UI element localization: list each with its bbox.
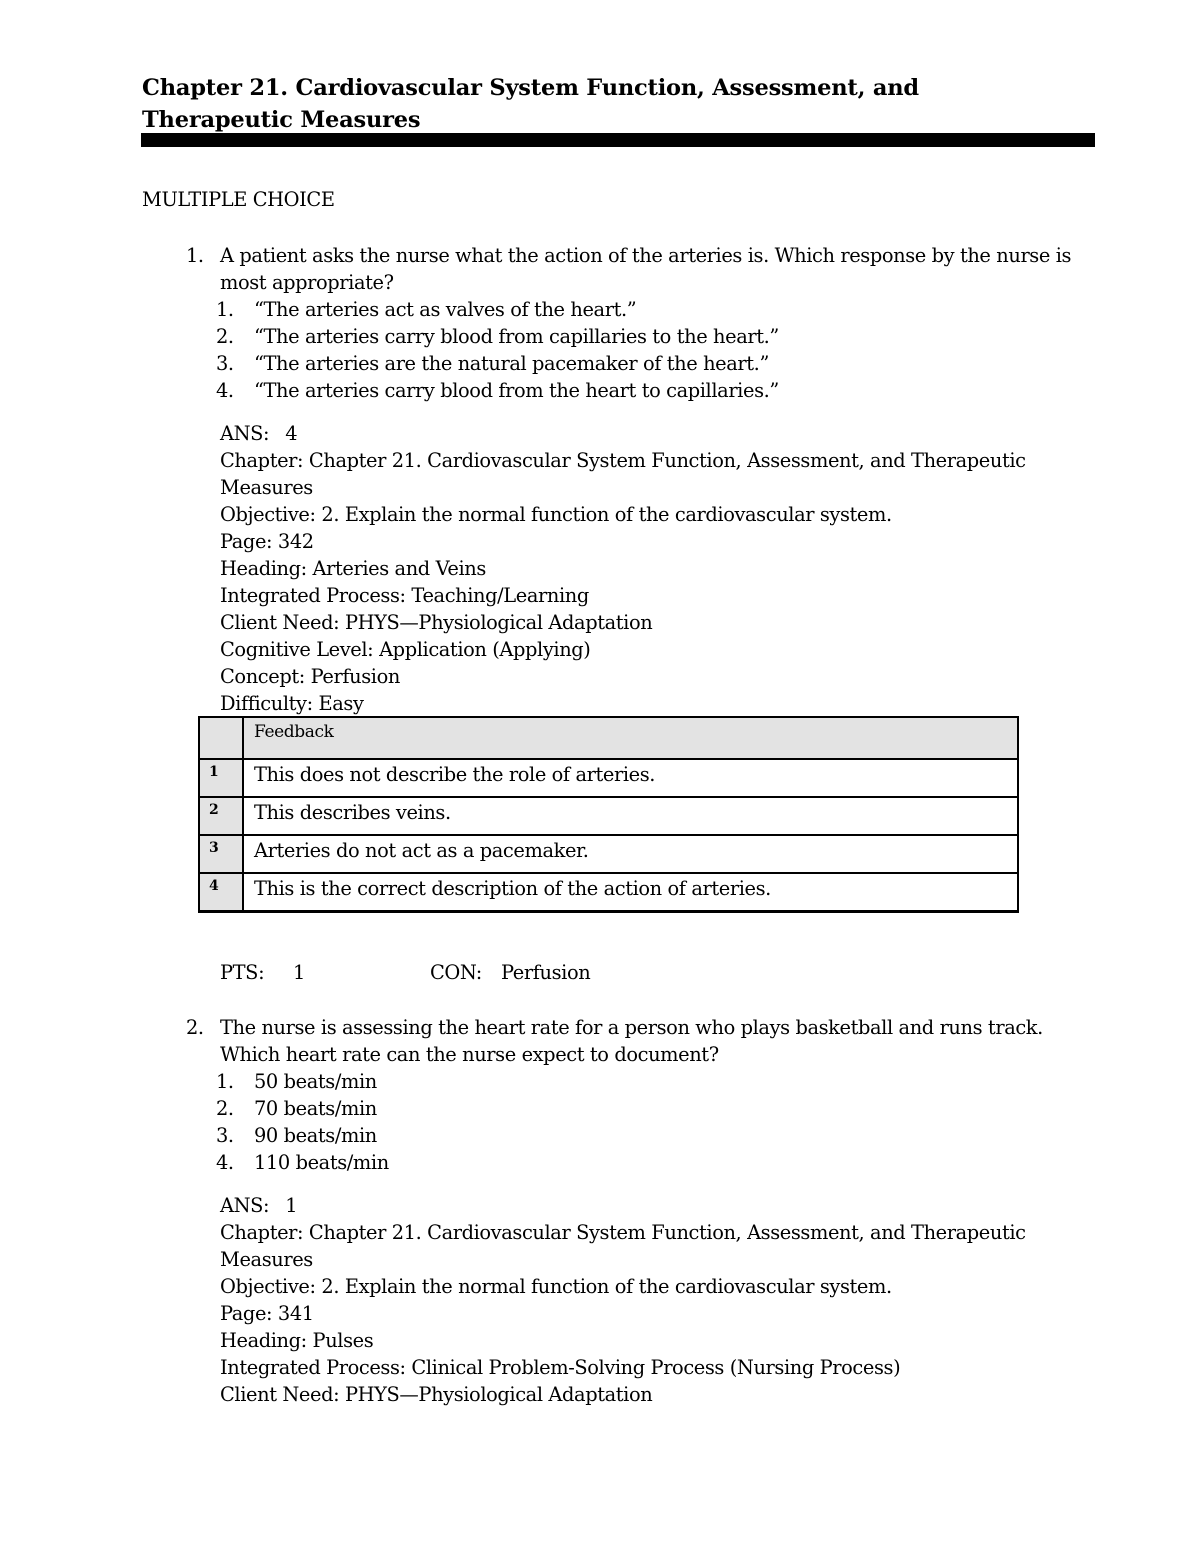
answer-line (220, 420, 1050, 447)
concept-value: Perfusion (501, 961, 591, 984)
feedback-row-text: This does not describe the role of arteries. (243, 759, 1018, 797)
answer-value: 1 (285, 1194, 298, 1217)
feedback-corner-cell (199, 717, 243, 759)
section-heading: MULTIPLE CHOICE (142, 188, 335, 211)
chapter-title: Chapter 21. Cardiovascular System Function, Assessment, and Therapeutic Measures (142, 75, 919, 133)
option-text: 70 beats/min (254, 1097, 377, 1120)
meta-difficulty: Difficulty: Easy (220, 692, 364, 715)
feedback-header: Feedback (243, 717, 1018, 759)
answer-label: ANS: (220, 422, 270, 445)
feedback-table (198, 716, 1019, 913)
question-1-option-3 (216, 350, 769, 377)
feedback-row (199, 797, 1018, 835)
meta-heading: Heading: Arteries and Veins (220, 557, 486, 580)
feedback-header-row (199, 717, 1018, 759)
option-text: 110 beats/min (254, 1151, 389, 1174)
question-1-number: 1. (186, 244, 204, 267)
meta-integrated-process: Integrated Process: Clinical Problem-Solving Process (Nursing Process) (220, 1356, 901, 1379)
option-text: “The arteries carry blood from capillaries to the heart.” (254, 325, 779, 348)
feedback-row-number: 3 (199, 835, 243, 873)
points-value: 1 (293, 961, 305, 984)
concept-label: CON: (430, 961, 482, 984)
option-number: 3. (216, 352, 234, 375)
option-text: “The arteries act as valves of the heart.” (254, 298, 637, 321)
feedback-row (199, 873, 1018, 911)
meta-heading: Heading: Pulses (220, 1329, 374, 1352)
question-2-metadata (220, 1192, 1050, 1408)
feedback-row-text: This describes veins. (243, 797, 1018, 835)
option-text: “The arteries carry blood from the heart to capillaries.” (254, 379, 779, 402)
feedback-row-text: Arteries do not act as a pacemaker. (243, 835, 1018, 873)
question-1-stem: A patient asks the nurse what the action of the arteries is. Which response by the nurse is most appropriate? (220, 244, 1072, 294)
option-number: 1. (216, 1070, 234, 1093)
meta-chapter: Chapter: Chapter 21. Cardiovascular System Function, Assessment, and Therapeutic Measures (220, 449, 1026, 499)
option-text: 50 beats/min (254, 1070, 377, 1093)
option-text: “The arteries are the natural pacemaker of the heart.” (254, 352, 769, 375)
answer-label: ANS: (220, 1194, 270, 1217)
meta-objective: Objective: 2. Explain the normal function of the cardiovascular system. (220, 503, 892, 526)
option-number: 2. (216, 1097, 234, 1120)
question-1-option-4 (216, 377, 779, 404)
question-2-stem: The nurse is assessing the heart rate for a person who plays basketball and runs track. Which heart rate can the nurse expect to document? (220, 1016, 1043, 1066)
meta-integrated-process: Integrated Process: Teaching/Learning (220, 584, 589, 607)
points-label: PTS: (220, 961, 265, 984)
option-number: 4. (216, 1151, 234, 1174)
option-number: 4. (216, 379, 234, 402)
meta-client-need: Client Need: PHYS—Physiological Adaptation (220, 611, 653, 634)
question-2-option-2 (216, 1095, 377, 1122)
option-number: 1. (216, 298, 234, 321)
option-text: 90 beats/min (254, 1124, 377, 1147)
meta-concept: Concept: Perfusion (220, 665, 400, 688)
answer-line (220, 1192, 1050, 1219)
meta-page: Page: 341 (220, 1302, 314, 1325)
question-1-metadata (220, 420, 1050, 717)
question-2-option-4 (216, 1149, 389, 1176)
option-number: 3. (216, 1124, 234, 1147)
title-rule (141, 133, 1095, 147)
feedback-row-number: 4 (199, 873, 243, 911)
question-2-option-3 (216, 1122, 377, 1149)
meta-chapter: Chapter: Chapter 21. Cardiovascular System Function, Assessment, and Therapeutic Measures (220, 1221, 1026, 1271)
question-2-number: 2. (186, 1016, 204, 1039)
answer-value: 4 (285, 422, 298, 445)
meta-client-need: Client Need: PHYS—Physiological Adaptation (220, 1383, 653, 1406)
meta-objective: Objective: 2. Explain the normal function of the cardiovascular system. (220, 1275, 892, 1298)
feedback-row (199, 835, 1018, 873)
question-2-option-1 (216, 1068, 377, 1095)
question-1-option-2 (216, 323, 779, 350)
meta-cognitive-level: Cognitive Level: Application (Applying) (220, 638, 591, 661)
meta-page: Page: 342 (220, 530, 314, 553)
question-1-option-1 (216, 296, 636, 323)
feedback-row (199, 759, 1018, 797)
feedback-row-number: 2 (199, 797, 243, 835)
feedback-row-number: 1 (199, 759, 243, 797)
feedback-row-text: This is the correct description of the action of arteries. (243, 873, 1018, 911)
option-number: 2. (216, 325, 234, 348)
